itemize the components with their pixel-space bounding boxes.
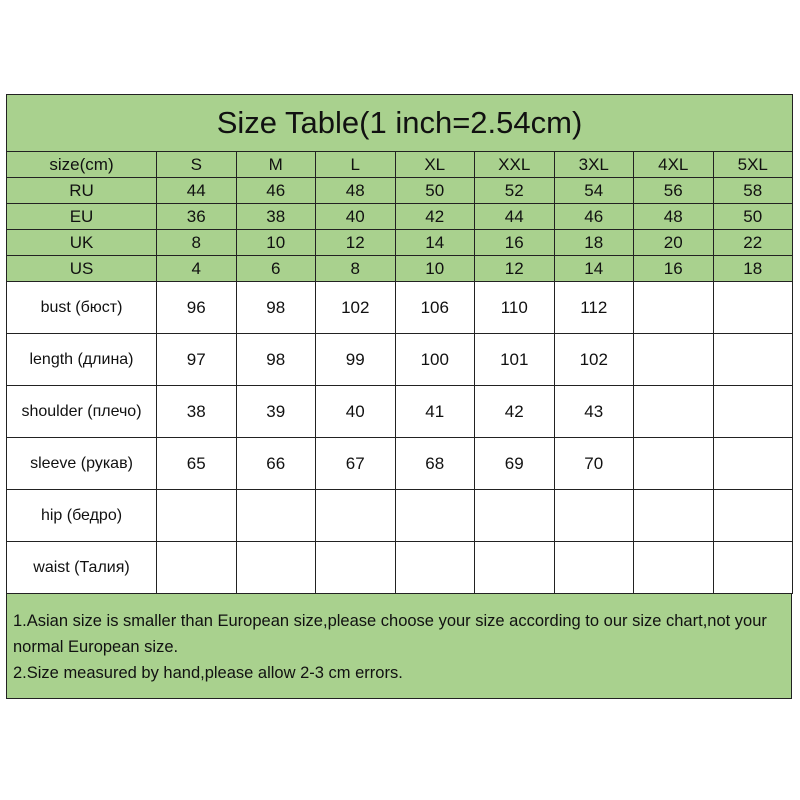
- measurement-label: waist (Талия): [7, 542, 157, 594]
- size-row-us: [7, 256, 793, 282]
- table-cell: 66: [236, 438, 316, 490]
- table-cell: 44: [157, 178, 237, 204]
- size-header-label: size(cm): [7, 152, 157, 178]
- table-cell: 52: [475, 178, 555, 204]
- table-cell: [634, 334, 714, 386]
- table-cell: 100: [395, 334, 475, 386]
- size-row-label: US: [7, 256, 157, 282]
- table-cell: 12: [475, 256, 555, 282]
- size-header-3xl: 3XL: [554, 152, 634, 178]
- size-header-m: M: [236, 152, 316, 178]
- measurement-label: hip (бедро): [7, 490, 157, 542]
- table-cell: 18: [713, 256, 793, 282]
- table-cell: 38: [236, 204, 316, 230]
- table-cell: 40: [316, 204, 396, 230]
- table-cell: [316, 490, 396, 542]
- table-cell: [713, 386, 793, 438]
- table-cell: [236, 542, 316, 594]
- table-cell: 50: [395, 178, 475, 204]
- title-row: [7, 95, 793, 152]
- size-header-5xl: 5XL: [713, 152, 793, 178]
- note-1: 1.Asian size is smaller than European size,please choose your size according to our size chart,not your normal European size.: [13, 612, 767, 656]
- notes-box: [6, 594, 792, 699]
- size-header-row: [7, 152, 793, 178]
- table-cell: [713, 334, 793, 386]
- table-cell: 42: [395, 204, 475, 230]
- table-cell: 68: [395, 438, 475, 490]
- table-cell: 58: [713, 178, 793, 204]
- table-cell: 99: [316, 334, 396, 386]
- table-cell: 43: [554, 386, 634, 438]
- table-cell: 10: [236, 230, 316, 256]
- table-cell: 48: [316, 178, 396, 204]
- table-cell: 40: [316, 386, 396, 438]
- table-cell: 39: [236, 386, 316, 438]
- table-cell: 12: [316, 230, 396, 256]
- table-cell: 112: [554, 282, 634, 334]
- table-cell: [713, 438, 793, 490]
- table-cell: 67: [316, 438, 396, 490]
- table-cell: 14: [395, 230, 475, 256]
- note-2: 2.Size measured by hand,please allow 2-3 cm errors.: [13, 664, 403, 682]
- table-cell: [634, 490, 714, 542]
- table-cell: 46: [236, 178, 316, 204]
- table-cell: 4: [157, 256, 237, 282]
- table-cell: 102: [316, 282, 396, 334]
- size-header-l: L: [316, 152, 396, 178]
- table-cell: 48: [634, 204, 714, 230]
- table-cell: [157, 490, 237, 542]
- size-row-ru: [7, 178, 793, 204]
- measurement-row: [7, 282, 793, 334]
- table-cell: 10: [395, 256, 475, 282]
- table-cell: 36: [157, 204, 237, 230]
- table-cell: [395, 490, 475, 542]
- table-cell: [157, 542, 237, 594]
- table-cell: [634, 386, 714, 438]
- table-cell: 65: [157, 438, 237, 490]
- measurement-label: bust (бюст): [7, 282, 157, 334]
- measurement-label: shoulder (плечо): [7, 386, 157, 438]
- table-cell: 102: [554, 334, 634, 386]
- table-cell: 8: [316, 256, 396, 282]
- table-cell: 6: [236, 256, 316, 282]
- size-row-label: RU: [7, 178, 157, 204]
- table-cell: 96: [157, 282, 237, 334]
- measurement-row: [7, 334, 793, 386]
- size-table: [6, 94, 793, 594]
- measurement-row: [7, 438, 793, 490]
- measurement-row: [7, 490, 793, 542]
- table-cell: 14: [554, 256, 634, 282]
- table-cell: 46: [554, 204, 634, 230]
- table-cell: [395, 542, 475, 594]
- table-cell: [475, 490, 555, 542]
- measurement-row: [7, 386, 793, 438]
- table-cell: 54: [554, 178, 634, 204]
- table-cell: [634, 438, 714, 490]
- table-cell: [634, 542, 714, 594]
- size-header-xl: XL: [395, 152, 475, 178]
- table-cell: 44: [475, 204, 555, 230]
- table-cell: 97: [157, 334, 237, 386]
- table-cell: 106: [395, 282, 475, 334]
- table-cell: 16: [634, 256, 714, 282]
- table-cell: [554, 490, 634, 542]
- table-cell: 16: [475, 230, 555, 256]
- size-header-s: S: [157, 152, 237, 178]
- table-title: Size Table(1 inch=2.54cm): [7, 95, 793, 152]
- table-cell: [713, 282, 793, 334]
- measurement-row: [7, 542, 793, 594]
- size-row-label: UK: [7, 230, 157, 256]
- table-cell: 50: [713, 204, 793, 230]
- table-cell: 22: [713, 230, 793, 256]
- size-row-label: EU: [7, 204, 157, 230]
- table-cell: 20: [634, 230, 714, 256]
- table-cell: 70: [554, 438, 634, 490]
- table-cell: 98: [236, 282, 316, 334]
- table-cell: [316, 542, 396, 594]
- measurement-label: sleeve (рукав): [7, 438, 157, 490]
- table-cell: 69: [475, 438, 555, 490]
- table-cell: [713, 490, 793, 542]
- table-cell: 98: [236, 334, 316, 386]
- table-cell: [554, 542, 634, 594]
- table-cell: 42: [475, 386, 555, 438]
- size-row-eu: [7, 204, 793, 230]
- size-header-xxl: XXL: [475, 152, 555, 178]
- table-cell: [634, 282, 714, 334]
- table-cell: 8: [157, 230, 237, 256]
- table-cell: [475, 542, 555, 594]
- size-table-sheet: [6, 94, 792, 699]
- size-row-uk: [7, 230, 793, 256]
- table-cell: 18: [554, 230, 634, 256]
- measurement-label: length (длина): [7, 334, 157, 386]
- table-cell: 56: [634, 178, 714, 204]
- size-table-body: [7, 95, 793, 594]
- table-cell: 110: [475, 282, 555, 334]
- table-cell: [236, 490, 316, 542]
- table-cell: [713, 542, 793, 594]
- table-cell: 38: [157, 386, 237, 438]
- size-header-4xl: 4XL: [634, 152, 714, 178]
- table-cell: 101: [475, 334, 555, 386]
- table-cell: 41: [395, 386, 475, 438]
